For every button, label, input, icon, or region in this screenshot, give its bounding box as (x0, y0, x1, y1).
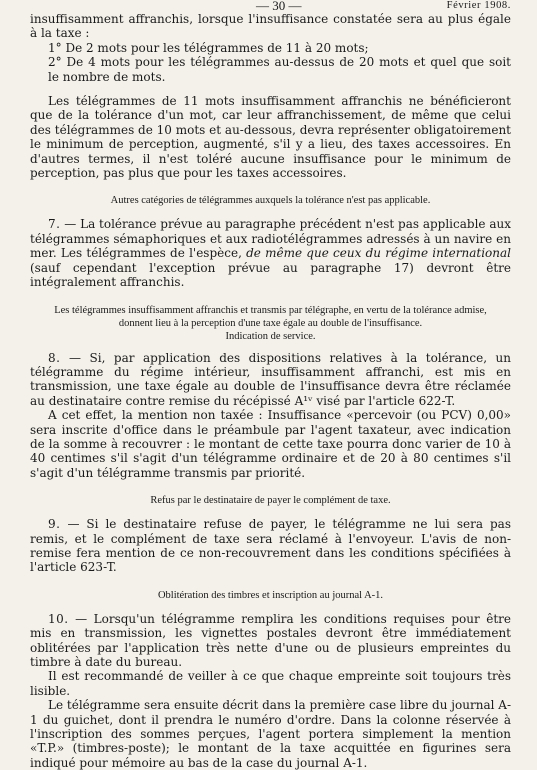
section-heading-obliteration: Oblitération des timbres et inscription au journal A-1. (157, 589, 384, 601)
article-7-text-b: (sauf cependant l'exception prévue au paragraphe 17) devront être intégralement affranchis. (30, 260, 511, 290)
section-heading-double-tax-line1: Les télégrammes insuffisamment affranchis et transmis par télégraphe, en vertu de la tolérance admise, donnent lieu à la perception d'une taxe égale au double de l'insuffisance. (54, 304, 487, 329)
article-7 (30, 217, 511, 289)
section-heading-service-indication: Indication de service. (225, 330, 316, 342)
list-item-2: 2° De 4 mots pour les télégrammes au-dessus de 20 mots et quel que soit le nombre de mots. (48, 55, 511, 84)
section-heading-other-categories: Autres catégories de télégrammes auxquels la tolérance n'est pas applicable. (110, 195, 431, 207)
article-7-text-italic: de même que ceux du régime international (246, 246, 511, 261)
section-heading-refusal: Refus par le destinataire de payer le complément de taxe. (150, 495, 391, 507)
article-10-paragraph-3: Le télégramme sera ensuite décrit dans la première case libre du journal A-1 du guichet, dont il prendra le numéro d'ordre. Dans la colonne réservée à l'inscription des sommes perçues, l'agent portera simplement la mention «T.P.» (timbres-poste); le montant de la taxe acquittée en figurines sera indiqué pour mémoire au bas de la case du journal A-1. (30, 698, 511, 770)
section-heading-double-tax (40, 304, 501, 343)
article-9-text: — Si le destinataire refuse de payer, le télégramme ne lui sera pas remis, et le complément de taxe sera réclamé à l'envoyeur. L'avis de non-remise fera mention de ce non-recouvrement dans les conditions spécifiées à l'article 623-T. (30, 517, 511, 575)
paragraph-continuation: insuffisamment affranchis, lorsque l'insuffisance constatée sera au plus égale à la taxe : (30, 12, 511, 41)
article-10-text: — Lorsqu'un télégramme remplira les conditions requises pour être mis en transmission, les vignettes postales devront être immédiatement oblitérées par l'application très nette d'une ou de plusieurs empreintes du timbre à date du bureau. (30, 611, 511, 669)
article-10 (30, 612, 511, 670)
page-header (30, 0, 511, 12)
article-7-number: 7. (48, 217, 61, 232)
article-10-number: 10. (48, 611, 69, 626)
article-8-text: — Si, par application des dispositions relatives à la tolérance, un télégramme du régime intérieur, insuffisamment affranchi, est mis en transmission, une taxe égale au double de l'insuffisance devra être réclamée au destinataire contre remise du récépissé A¹ᵛ visé par l'article 622-T. (30, 350, 511, 408)
page-number: — 30 — (256, 0, 302, 13)
list-item-1: 1° De 2 mots pour les télégrammes de 11 à 20 mots; (48, 40, 369, 55)
paragraph-tolerance: Les télégrammes de 11 mots insuffisamment affranchis ne bénéficieront que de la tolérance d'un mot, car leur affranchissement, de même que celui des télégrammes de 10 mots et au-dessous, devra représenter obligatoirement le minimum de perception, augmenté, s'il y a lieu, des taxes accessoires. En d'autres termes, il n'est toléré aucune insuffisance pour le minimum de perception, pas plus que pour les taxes accessoires. (30, 94, 511, 181)
article-9-number: 9. (48, 517, 61, 532)
article-8-number: 8. (48, 350, 61, 365)
article-10-paragraph-2: Il est recommandé de veiller à ce que chaque empreinte soit toujours très lisible. (30, 669, 511, 698)
article-8 (30, 351, 511, 409)
article-7-text-a: — La tolérance prévue au paragraphe précédent n'est pas applicable aux télégrammes sémaphoriques et aux radiotélégrammes adressés à un navire en mer. Les télégrammes de l'espèce, (30, 217, 511, 261)
page-date: Février 1908. (446, 0, 511, 11)
article-9 (30, 517, 511, 575)
article-8-paragraph-2: A cet effet, la mention non taxée : Insuffisance «percevoir (ou PCV) 0,00» sera inscrite d'office dans le préambule par l'agent taxateur, avec indication de la somme à recouvrer : le montant de cette taxe pourra donc varier de 10 à 40 centimes s'il s'agit d'un télégramme ordinaire et de 20 à 80 centimes s'il s'agit d'un télégramme transmis par priorité. (30, 408, 511, 480)
